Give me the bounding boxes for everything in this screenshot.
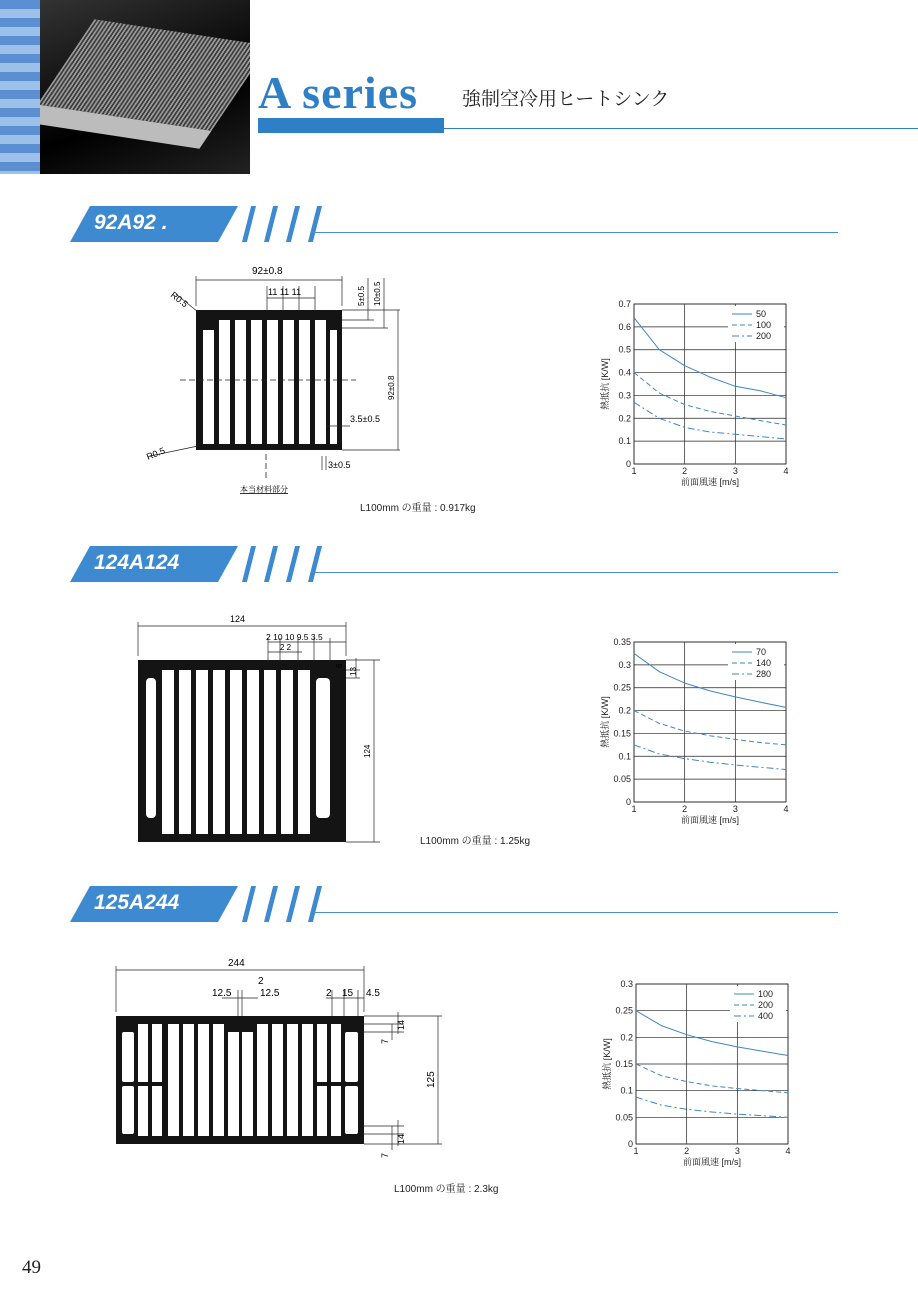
y-tick-label: 0.1 — [618, 436, 631, 447]
y-tick-label: 0.5 — [618, 344, 631, 355]
x-tick-label: 2 — [682, 804, 688, 814]
x-tick-label: 4 — [783, 804, 789, 814]
y-tick-label: 0 — [627, 1139, 633, 1149]
y-axis-label: 熱抵抗 [K/W] — [602, 1038, 612, 1090]
section-rule — [312, 232, 838, 233]
dim-t1: 7 — [380, 1038, 390, 1044]
section-banner-125a244 — [70, 886, 320, 922]
dim-h2: 10±0.5 — [373, 281, 382, 306]
x-tick-label: 1 — [631, 804, 637, 814]
page-number: 49 — [22, 1257, 41, 1278]
header-rule — [444, 128, 918, 129]
y-tick-label: 0.15 — [615, 1059, 633, 1069]
section-rule — [312, 572, 838, 573]
series-line — [634, 373, 786, 426]
y-tick-label: 0.1 — [618, 751, 631, 762]
legend-label: 280 — [756, 669, 772, 679]
y-axis-label: 熱抵抗 [K/W] — [600, 358, 610, 410]
y-tick-label: 0.2 — [618, 705, 631, 716]
heatsink-photo — [40, 0, 250, 174]
section-title: 125A244 — [94, 891, 180, 914]
dim-height: 125 — [426, 1071, 437, 1088]
section-banner-124a124 — [70, 546, 320, 582]
legend-label: 50 — [756, 309, 767, 319]
dim-r1: R0.5 — [168, 289, 190, 310]
dim-h2: 13 — [349, 667, 358, 676]
series-line — [636, 1064, 788, 1093]
y-tick-label: 0.05 — [613, 774, 631, 785]
dim-width: 124 — [230, 614, 246, 624]
dim-r1: 2 — [326, 988, 332, 999]
weight-92a92: L100mm の重量 : 0.917kg — [360, 503, 476, 514]
dim-t2: 3±0.5 — [328, 460, 351, 470]
x-tick-label: 1 — [633, 1146, 639, 1156]
x-tick-label: 3 — [732, 804, 738, 814]
dim-height: 92±0.8 — [387, 375, 396, 400]
dim-t1: 3.5±0.5 — [350, 414, 380, 424]
legend-label: 200 — [756, 331, 772, 341]
section-rule — [312, 912, 838, 913]
y-tick-label: 0.3 — [618, 659, 631, 670]
weight-125a244: L100mm の重量 : 2.3kg — [394, 1184, 499, 1195]
dim-h1: 5±0.5 — [357, 286, 366, 306]
dim-height: 124 — [363, 744, 372, 758]
y-tick-label: 0.15 — [613, 728, 631, 739]
y-tick-label: 0.2 — [620, 1032, 633, 1043]
y-tick-label: 0 — [625, 797, 631, 807]
dim-right: 12.5 — [260, 988, 280, 999]
y-tick-label: 0.3 — [620, 979, 633, 989]
y-tick-label: 0 — [625, 459, 631, 469]
x-axis-label: 前面風速 [m/s] — [681, 477, 739, 487]
y-tick-label: 0.2 — [618, 413, 631, 424]
series-line — [634, 745, 786, 770]
x-tick-label: 3 — [734, 1146, 740, 1156]
legend-label: 70 — [756, 647, 767, 657]
thermal-chart-125a244 — [590, 974, 805, 1174]
section-title: 92A92 . — [94, 211, 168, 234]
dim-b1: 7 — [380, 1152, 390, 1158]
dim-gap: 2 — [258, 976, 264, 987]
profile-drawing-125a244 — [112, 954, 452, 1164]
y-tick-label: 0.05 — [615, 1112, 633, 1123]
x-tick-label: 2 — [684, 1146, 690, 1156]
y-axis-label: 熱抵抗 [K/W] — [600, 696, 610, 748]
dim-r2: 15 — [342, 988, 354, 999]
legend-label: 400 — [758, 1011, 774, 1021]
y-tick-label: 0.25 — [615, 1005, 633, 1016]
dim-r3: 4.5 — [366, 988, 380, 999]
legend-label: 200 — [758, 1000, 774, 1010]
y-tick-label: 0.1 — [620, 1085, 633, 1096]
drawing-note: 本当材料部分 — [240, 485, 288, 494]
dim-width: 92±0.8 — [252, 266, 283, 277]
dim-width: 244 — [228, 958, 245, 969]
y-tick-label: 0.35 — [613, 637, 631, 647]
x-tick-label: 4 — [785, 1146, 791, 1156]
x-tick-label: 2 — [682, 466, 688, 476]
thermal-chart-92a92 — [588, 294, 798, 494]
profile-drawing-124a124 — [130, 612, 380, 848]
section-banner-92a92 — [70, 206, 320, 242]
x-axis-label: 前面風速 [m/s] — [681, 815, 739, 825]
weight-124a124: L100mm の重量 : 1.25kg — [420, 836, 531, 847]
x-tick-label: 4 — [783, 466, 789, 476]
series-line — [634, 711, 786, 745]
y-tick-label: 0.4 — [618, 367, 631, 378]
legend-label: 140 — [756, 658, 772, 668]
x-tick-label: 1 — [631, 466, 637, 476]
legend-label: 100 — [758, 989, 774, 999]
y-tick-label: 0.25 — [613, 682, 631, 693]
header-stripes — [0, 0, 40, 174]
section-title: 124A124 — [94, 551, 180, 574]
dim-fin: 11 11 11 — [268, 287, 302, 297]
x-tick-label: 3 — [732, 466, 738, 476]
profile-drawing-92a92 — [140, 258, 400, 498]
header-accent-bar — [258, 118, 444, 133]
dim-b2: 14 — [396, 1133, 406, 1144]
y-tick-label: 0.6 — [618, 321, 631, 332]
thermal-chart-124a124 — [588, 632, 803, 832]
dim-h1: 6 — [335, 663, 344, 668]
series-line — [636, 1097, 788, 1117]
legend-label: 100 — [756, 320, 772, 330]
dim-r2: R0.5 — [145, 445, 167, 462]
dim-t2: 14 — [396, 1019, 406, 1030]
series-subtitle: 強制空冷用ヒートシンク — [462, 89, 670, 110]
dim-mid: 2 2 — [280, 643, 292, 652]
y-tick-label: 0.3 — [618, 390, 631, 401]
x-axis-label: 前面風速 [m/s] — [683, 1157, 741, 1167]
dim-left: 12.5 — [212, 988, 232, 999]
y-tick-label: 0.7 — [618, 299, 631, 309]
series-title: A series — [258, 67, 419, 118]
dim-top: 2 10 10 9.5 3.5 — [266, 632, 323, 642]
